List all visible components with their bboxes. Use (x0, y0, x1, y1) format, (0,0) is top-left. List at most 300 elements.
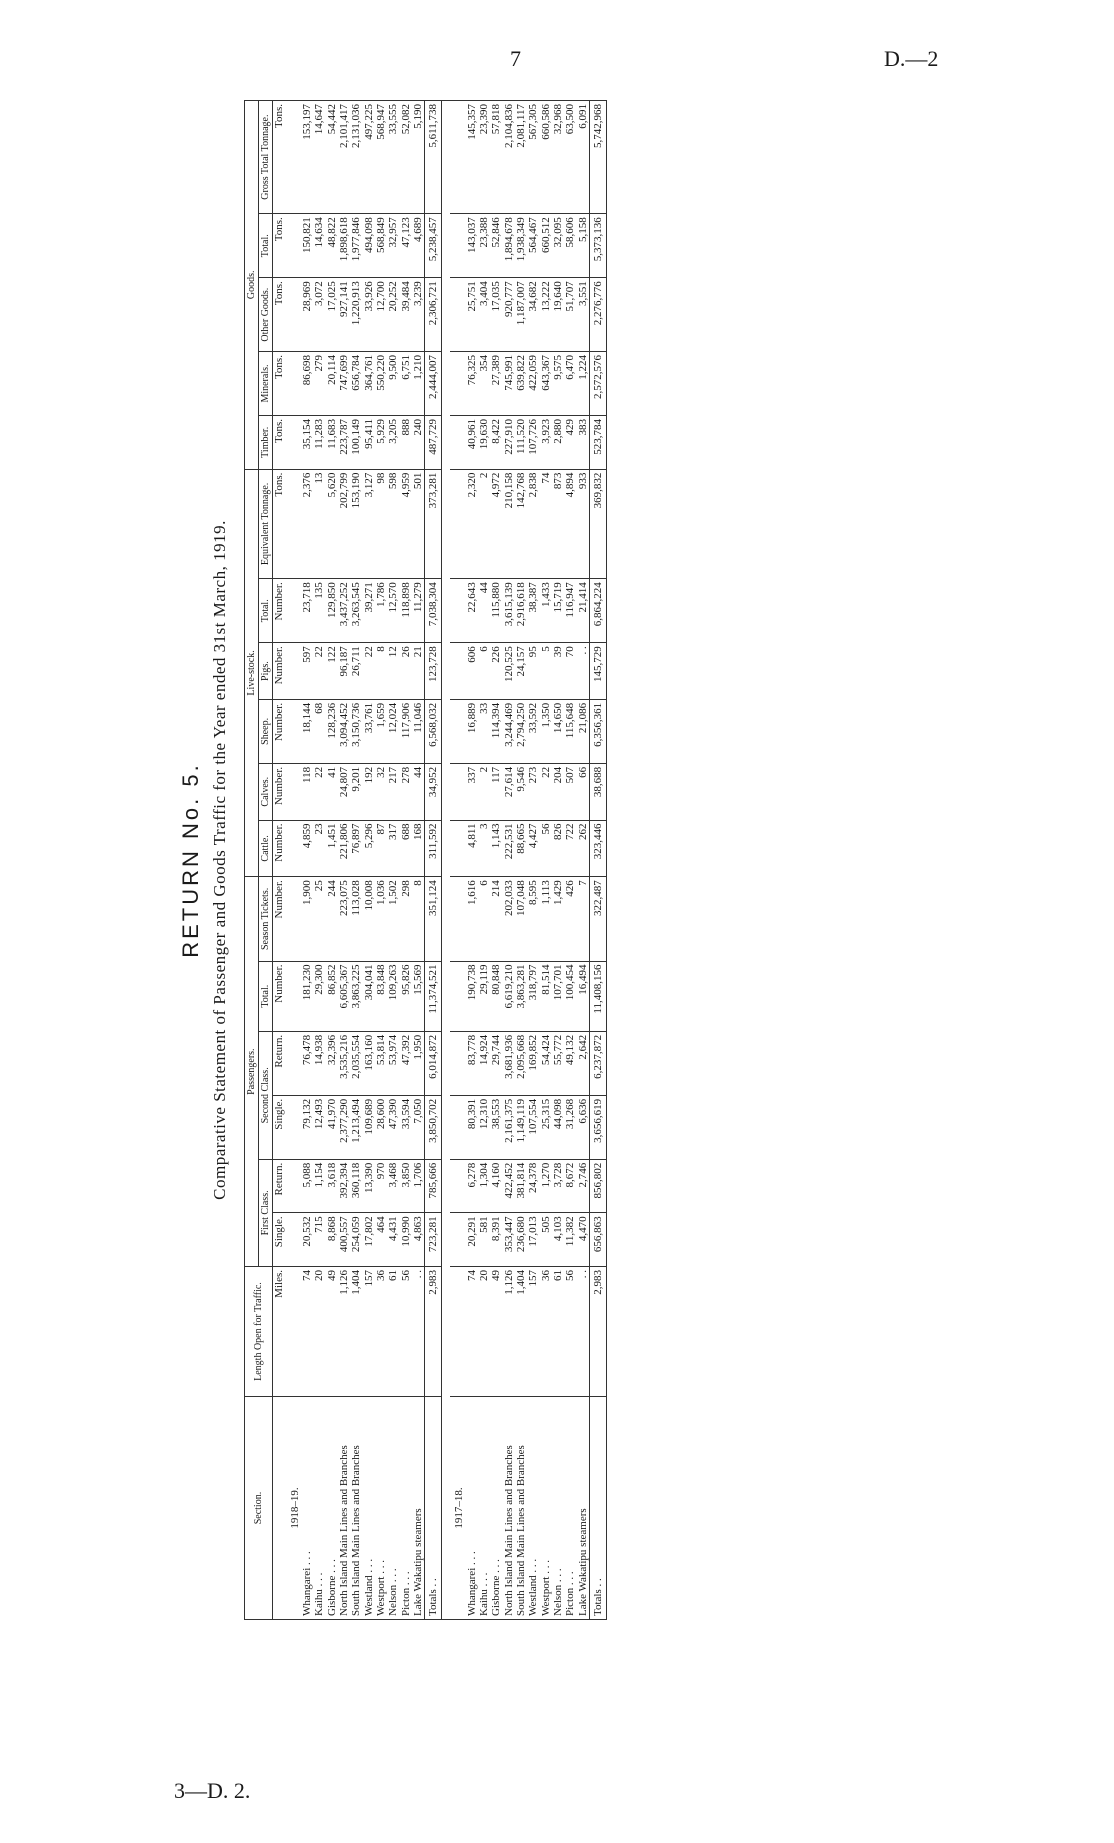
empty-cell (450, 214, 465, 278)
table-cell: 3,404 (478, 278, 490, 352)
table-cell: 550,220 (375, 352, 387, 416)
section-name: Gisborne . . . (326, 1397, 338, 1620)
table-cell: 353,447 (503, 1213, 515, 1267)
table-cell: 564,467 (527, 214, 539, 278)
table-cell: 192 (363, 763, 375, 820)
empty-cell (450, 643, 465, 700)
table-cell: Number. (273, 763, 286, 820)
table-cell: Return. (273, 1159, 286, 1213)
table-cell: 38,553 (490, 1095, 502, 1159)
table-cell: 32 (375, 763, 387, 820)
table-cell: 53,814 (375, 1031, 387, 1095)
table-cell: 107,048 (515, 877, 527, 961)
table-cell: 17,025 (326, 278, 338, 352)
table-cell: 660,512 (540, 214, 552, 278)
table-cell: 22 (313, 643, 325, 700)
table-row (363, 101, 375, 1620)
empty-cell (286, 1031, 301, 1095)
empty-cell (286, 1159, 301, 1213)
table-cell: 100,149 (350, 416, 362, 470)
traffic-table (244, 100, 607, 1620)
table-cell: 2,161,375 (503, 1095, 515, 1159)
section-name: South Island Main Lines and Branches (350, 1397, 362, 1620)
table-cell: 114,394 (490, 699, 502, 763)
section-name: Whangarei . . . (301, 1397, 313, 1620)
header-livestock: Live-stock. (245, 469, 259, 877)
table-cell: 4,972 (490, 469, 502, 579)
table-cell: 497,225 (363, 101, 375, 214)
table-cell: 4,811 (466, 820, 478, 877)
table-cell: 40,961 (466, 416, 478, 470)
table-cell: 76,897 (350, 820, 362, 877)
table-cell: 31,268 (564, 1095, 576, 1159)
empty-cell (450, 101, 465, 214)
table-cell: 2,376 (301, 469, 313, 579)
table-cell: 56 (564, 1267, 576, 1397)
table-cell: 22 (313, 763, 325, 820)
statement-subtitle: Comparative Statement of Passenger and Goods Traffic for the Year ended 31st March, 1919. (210, 520, 229, 1200)
table-cell: 4,689 (412, 214, 425, 278)
table-cell: 11,279 (412, 579, 425, 643)
table-cell: 39,484 (400, 278, 412, 352)
table-cell: 27,389 (490, 352, 502, 416)
table-cell: 55,772 (552, 1031, 564, 1095)
table-cell: 26,711 (350, 643, 362, 700)
table-cell: 7,050 (412, 1095, 425, 1159)
table-cell: 36 (540, 1267, 552, 1397)
table-cell: 5,611,738 (425, 101, 442, 214)
table-cell: Tons. (273, 101, 286, 214)
table-cell: 23,390 (478, 101, 490, 214)
section-name: Picton . . . (564, 1397, 576, 1620)
empty-cell (450, 1213, 465, 1267)
table-cell: 1,894,678 (503, 214, 515, 278)
table-cell: Number. (273, 961, 286, 1031)
empty-cell (286, 416, 301, 470)
table-cell: 3,850 (400, 1159, 412, 1213)
table-cell: 10,008 (363, 877, 375, 961)
table-cell: 20,532 (301, 1213, 313, 1267)
empty-cell (286, 101, 301, 214)
empty-cell (286, 961, 301, 1031)
empty-cell (286, 643, 301, 700)
table-cell: 32,396 (326, 1031, 338, 1095)
table-cell: 3,150,736 (350, 699, 362, 763)
table-cell: 51,707 (564, 278, 576, 352)
table-cell: 6,014,872 (425, 1031, 442, 1095)
year-label: 1918–19. (286, 1397, 301, 1620)
table-cell: 568,947 (375, 101, 387, 214)
table-cell: 17,802 (363, 1213, 375, 1267)
table-row (387, 101, 399, 1620)
table-cell: 32,968 (552, 101, 564, 214)
table-cell: 33,926 (363, 278, 375, 352)
table-cell: 190,738 (466, 961, 478, 1031)
table-cell: 381,814 (515, 1159, 527, 1213)
table-cell: 26 (400, 643, 412, 700)
table-cell: 12,700 (375, 278, 387, 352)
table-cell: Number. (273, 643, 286, 700)
table-cell: 9,500 (387, 352, 399, 416)
table-cell: 222,531 (503, 820, 515, 877)
table-cell: 6,605,367 (338, 961, 350, 1031)
table-cell: 120,525 (503, 643, 515, 700)
table-cell: 1,304 (478, 1159, 490, 1213)
table-cell: 3,923 (540, 416, 552, 470)
header-timber: Timber. (259, 416, 273, 470)
table-cell: 2,880 (552, 416, 564, 470)
table-row (375, 101, 387, 1620)
table-cell: 360,118 (350, 1159, 362, 1213)
table-row (515, 101, 527, 1620)
table-cell: 20 (478, 1267, 490, 1397)
table-cell: 32,957 (387, 214, 399, 278)
table-cell: 354 (478, 352, 490, 416)
table-cell: 34,952 (425, 763, 442, 820)
table-cell: 1,898,618 (338, 214, 350, 278)
table-cell: 1,900 (301, 877, 313, 961)
section-name: Totals . . (589, 1397, 606, 1620)
empty-cell (286, 1095, 301, 1159)
table-cell: 2,081,117 (515, 101, 527, 214)
table-cell: 8,868 (326, 1213, 338, 1267)
table-cell: 47,392 (400, 1031, 412, 1095)
table-cell: 1,786 (375, 579, 387, 643)
table-cell: 169,852 (527, 1031, 539, 1095)
table-row (540, 101, 552, 1620)
header-goods-total: Total. (259, 214, 273, 278)
table-cell: 12,493 (313, 1095, 325, 1159)
table-row (503, 101, 515, 1620)
header-equivalent-tonnage: Equivalent Tonnage. (259, 469, 273, 579)
table-cell: 80,848 (490, 961, 502, 1031)
table-cell: 4,959 (400, 469, 412, 579)
empty-cell (286, 352, 301, 416)
table-cell: 95 (527, 643, 539, 700)
table-cell: 54,442 (326, 101, 338, 214)
table-cell: 163,160 (363, 1031, 375, 1095)
header-goods: Goods. (245, 101, 259, 470)
header-pigs: Pigs. (259, 643, 273, 700)
table-cell: 322,487 (589, 877, 606, 961)
table-cell: 244 (326, 877, 338, 961)
table-cell: 1,659 (375, 699, 387, 763)
empty-cell (450, 1031, 465, 1095)
table-cell: 5 (540, 643, 552, 700)
table-cell: 660,586 (540, 101, 552, 214)
table-cell: Number. (273, 877, 286, 961)
table-cell: 49,132 (564, 1031, 576, 1095)
table-cell: 24,157 (515, 643, 527, 700)
table-cell: 98 (375, 469, 387, 579)
table-cell: 7,038,304 (425, 579, 442, 643)
table-row (400, 101, 412, 1620)
header-minerals: Minerals. (259, 352, 273, 416)
table-cell: 8,391 (490, 1213, 502, 1267)
table-cell: 4,103 (552, 1213, 564, 1267)
header-length: Length Open for Traffic. (245, 1267, 273, 1397)
table-cell: 639,822 (515, 352, 527, 416)
table-cell: 12,310 (478, 1095, 490, 1159)
empty-cell (450, 877, 465, 961)
table-cell: 20 (313, 1267, 325, 1397)
table-cell: 1,036 (375, 877, 387, 961)
table-cell: 28,600 (375, 1095, 387, 1159)
table-cell: 150,821 (301, 214, 313, 278)
separator-cell (442, 101, 451, 1620)
header-gross-tonnage: Gross Total Tonnage. (259, 101, 273, 214)
table-cell: 25,751 (466, 278, 478, 352)
table-cell: Miles. (273, 1267, 286, 1397)
table-cell: 210,158 (503, 469, 515, 579)
table-cell: 1,616 (466, 877, 478, 961)
table-cell: 88,665 (515, 820, 527, 877)
table-cell: 3,239 (412, 278, 425, 352)
table-cell: 6,356,361 (589, 699, 606, 763)
table-row (478, 101, 490, 1620)
empty-cell (450, 352, 465, 416)
empty-cell (286, 820, 301, 877)
table-cell: 10,990 (400, 1213, 412, 1267)
table-cell: 83,848 (375, 961, 387, 1031)
table-cell: 15,719 (552, 579, 564, 643)
table-cell: 567,305 (527, 101, 539, 214)
table-cell: 1,433 (540, 579, 552, 643)
table-cell: 16,889 (466, 699, 478, 763)
table-cell: 38,688 (589, 763, 606, 820)
table-cell: 606 (466, 643, 478, 700)
table-cell: 5,190 (412, 101, 425, 214)
table-cell: 4,859 (301, 820, 313, 877)
section-name: Whangarei . . . (466, 1397, 478, 1620)
table-cell: 656,784 (350, 352, 362, 416)
empty-cell (450, 469, 465, 579)
table-cell: 20,252 (387, 278, 399, 352)
table-cell: 115,648 (564, 699, 576, 763)
table-cell: 1,187,007 (515, 278, 527, 352)
header-section: Section. (245, 1397, 273, 1620)
section-name: Kaihu . . . (478, 1397, 490, 1620)
table-row (564, 101, 576, 1620)
empty-cell (450, 579, 465, 643)
table-body (273, 101, 607, 1620)
table-cell: 279 (313, 352, 325, 416)
table-cell: 145,357 (466, 101, 478, 214)
table-cell: 223,787 (338, 416, 350, 470)
table-cell: 1,502 (387, 877, 399, 961)
empty-cell (286, 214, 301, 278)
empty-cell (450, 416, 465, 470)
section-name: South Island Main Lines and Branches (515, 1397, 527, 1620)
table-cell: 688 (400, 820, 412, 877)
table-cell: 598 (387, 469, 399, 579)
table-cell: 48,822 (326, 214, 338, 278)
table-cell: 1,404 (350, 1267, 362, 1397)
table-cell: 1,429 (552, 877, 564, 961)
table-cell: 3,468 (387, 1159, 399, 1213)
table-cell: 17,035 (490, 278, 502, 352)
table-cell: 373,281 (425, 469, 442, 579)
table-cell: 464 (375, 1213, 387, 1267)
table-cell: 11,683 (326, 416, 338, 470)
table-cell: 5,238,457 (425, 214, 442, 278)
table-cell: 1,113 (540, 877, 552, 961)
table-cell: 115,880 (490, 579, 502, 643)
table-cell: Tons. (273, 469, 286, 579)
table-cell: 76,478 (301, 1031, 313, 1095)
table-cell: 24,378 (527, 1159, 539, 1213)
table-cell: 18,144 (301, 699, 313, 763)
rotated-statement (180, 100, 940, 1620)
table-cell: 33,594 (400, 1095, 412, 1159)
table-cell: 1,154 (313, 1159, 325, 1213)
table-cell: 143,037 (466, 214, 478, 278)
table-cell: 568,849 (375, 214, 387, 278)
empty-cell (286, 278, 301, 352)
empty-cell (286, 763, 301, 820)
table-cell: 61 (387, 1267, 399, 1397)
table-cell: 3,535,216 (338, 1031, 350, 1095)
table-cell: 14,924 (478, 1031, 490, 1095)
table-cell: 3,728 (552, 1159, 564, 1213)
table-cell: 25,315 (540, 1095, 552, 1159)
table-cell: 14,938 (313, 1031, 325, 1095)
table-cell: 11,046 (412, 699, 425, 763)
section-name: North Island Main Lines and Branches (503, 1397, 515, 1620)
table-cell: 273 (527, 763, 539, 820)
table-cell: 20,114 (326, 352, 338, 416)
section-name: Gisborne . . . (490, 1397, 502, 1620)
table-cell: 2,746 (577, 1159, 590, 1213)
table-cell: 123,728 (425, 643, 442, 700)
table-cell: 135 (313, 579, 325, 643)
table-cell: 9,575 (552, 352, 564, 416)
table-cell: 1,126 (503, 1267, 515, 1397)
table-cell: 12 (387, 643, 399, 700)
table-cell: 128,236 (326, 699, 338, 763)
table-cell: 826 (552, 820, 564, 877)
table-cell: 5,296 (363, 820, 375, 877)
table-cell: 14,647 (313, 101, 325, 214)
table-cell: 745,991 (503, 352, 515, 416)
table-cell: Tons. (273, 416, 286, 470)
table-cell: 11,374,521 (425, 961, 442, 1031)
table-row (412, 101, 425, 1620)
table-cell: 74 (301, 1267, 313, 1397)
table-cell: 95,411 (363, 416, 375, 470)
table-cell: 6,636 (577, 1095, 590, 1159)
totals-row (589, 101, 606, 1620)
table-cell: 2,306,721 (425, 278, 442, 352)
table-cell: 107,554 (527, 1095, 539, 1159)
table-cell: 6,751 (400, 352, 412, 416)
table-cell: 920,777 (503, 278, 515, 352)
table-cell: 11,382 (564, 1213, 576, 1267)
table-cell: 3,656,619 (589, 1095, 606, 1159)
table-cell: 236,680 (515, 1213, 527, 1267)
table-cell: 3,437,252 (338, 579, 350, 643)
table-cell: 715 (313, 1213, 325, 1267)
table-cell: 1,270 (540, 1159, 552, 1213)
table-cell: 1,404 (515, 1267, 527, 1397)
table-cell: 6,864,224 (589, 579, 606, 643)
table-cell: 52,846 (490, 214, 502, 278)
table-cell: 856,802 (589, 1159, 606, 1213)
table-cell: 3,127 (363, 469, 375, 579)
empty-cell (450, 278, 465, 352)
table-cell: 142,768 (515, 469, 527, 579)
table-cell: 888 (400, 416, 412, 470)
table-cell: Single. (273, 1095, 286, 1159)
table-cell: 22,643 (466, 579, 478, 643)
header-passengers: Passengers. (245, 877, 259, 1267)
table-cell: 22 (363, 643, 375, 700)
table-row (577, 101, 590, 1620)
table-cell: 100,454 (564, 961, 576, 1031)
table-cell: 2,983 (425, 1267, 442, 1397)
table-cell: 3 (478, 820, 490, 877)
table-cell: 63,500 (564, 101, 576, 214)
table-cell: 80,391 (466, 1095, 478, 1159)
table-cell: 8 (375, 643, 387, 700)
table-cell: 3,681,936 (503, 1031, 515, 1095)
table-cell: 1,350 (540, 699, 552, 763)
table-cell: 35,154 (301, 416, 313, 470)
empty-cell (286, 699, 301, 763)
empty-cell (450, 1159, 465, 1213)
table-cell: 68 (313, 699, 325, 763)
table-cell: 383 (577, 416, 590, 470)
header-sheep: Sheep. (259, 699, 273, 763)
table-cell: 41 (326, 763, 338, 820)
table-cell: 29,300 (313, 961, 325, 1031)
header-season-tickets: Season Tickets. (259, 877, 273, 961)
table-cell: 2,377,290 (338, 1095, 350, 1159)
table-cell: 337 (466, 763, 478, 820)
table-cell: 3,618 (326, 1159, 338, 1213)
table-cell: 47,123 (400, 214, 412, 278)
table-cell: 181,230 (301, 961, 313, 1031)
table-cell: 3,863,281 (515, 961, 527, 1031)
table-cell: 8,672 (564, 1159, 576, 1213)
table-cell: 643,367 (540, 352, 552, 416)
table-cell: 8,595 (527, 877, 539, 961)
section-name: Kaihu . . . (313, 1397, 325, 1620)
table-cell: 21,414 (577, 579, 590, 643)
empty-cell (286, 877, 301, 961)
table-cell: 5,373,136 (589, 214, 606, 278)
table-cell: 240 (412, 416, 425, 470)
table-cell: 21 (412, 643, 425, 700)
table-cell: 4,431 (387, 1213, 399, 1267)
table-cell: 581 (478, 1213, 490, 1267)
table-row (490, 101, 502, 1620)
table-cell: 20,291 (466, 1213, 478, 1267)
table-cell: Single. (273, 1213, 286, 1267)
table-cell: 9,546 (515, 763, 527, 820)
table-cell: 86,698 (301, 352, 313, 416)
table-cell: 933 (577, 469, 590, 579)
table-cell: 2,095,668 (515, 1031, 527, 1095)
table-cell: 96,187 (338, 643, 350, 700)
table-cell: 2,572,576 (589, 352, 606, 416)
table-cell: 113,028 (350, 877, 362, 961)
table-cell: 24,807 (338, 763, 350, 820)
section-name: North Island Main Lines and Branches (338, 1397, 350, 1620)
header-cattle: Cattle. (259, 820, 273, 877)
table-cell: 3,244,469 (503, 699, 515, 763)
table-cell: 226 (490, 643, 502, 700)
